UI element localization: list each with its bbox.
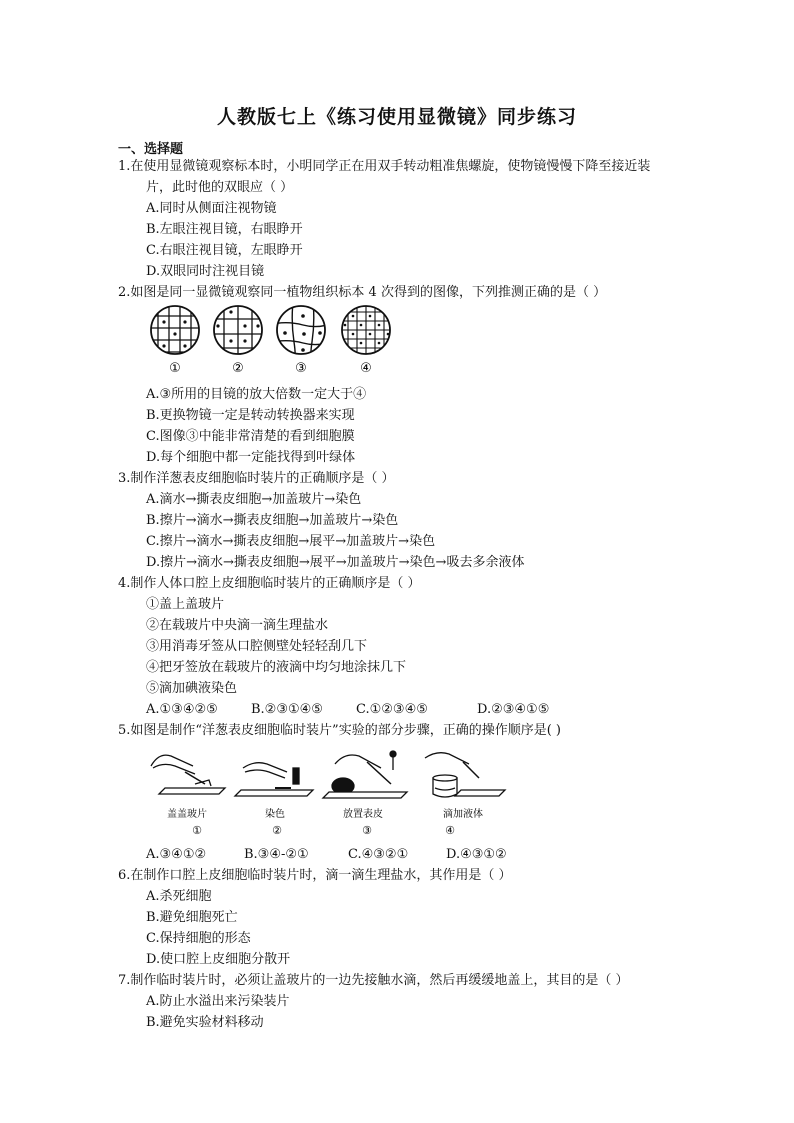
q7-option-b: B.避免实验材料移动 bbox=[146, 1015, 264, 1030]
q5-fig-num-2: ② bbox=[272, 824, 282, 837]
q1-option-a: A.同时从侧面注视物镜 bbox=[146, 201, 277, 216]
q4-step-1: ①盖上盖玻片 bbox=[146, 597, 225, 612]
q5-options bbox=[146, 846, 507, 864]
q2-fig-label-3: ③ bbox=[295, 361, 307, 376]
q7-option-a: A.防止水溢出来污染装片 bbox=[146, 994, 290, 1009]
q5-fig-caption-1: 盖盖玻片 bbox=[167, 809, 207, 820]
q2-option-a: A.③所用的目镜的放大倍数一定大于④ bbox=[146, 387, 367, 402]
q2-option-c: C.图像③中能非常清楚的看到细胞膜 bbox=[146, 429, 355, 444]
q5-procedure-figure bbox=[145, 744, 510, 840]
q6-option-a: A.杀死细胞 bbox=[146, 889, 212, 904]
q1-option-d: D.双眼同时注视目镜 bbox=[146, 264, 265, 279]
q3-option-a: A.滴水→撕表皮细胞→加盖玻片→染色 bbox=[146, 492, 362, 507]
q5-fig-num-3: ③ bbox=[362, 824, 372, 837]
step-illustration-add-liquid bbox=[425, 753, 505, 797]
q7-stem: 7.制作临时装片时，必须让盖玻片的一边先接触水滴，然后再缓缓地盖上，其目的是（ ） bbox=[118, 973, 629, 988]
q4-step-3: ③用消毒牙签从口腔侧壁处轻轻刮几下 bbox=[146, 639, 368, 654]
q6-option-c: C.保持细胞的形态 bbox=[146, 931, 251, 946]
q1-stem-line2: 片，此时他的双眼应（ ） bbox=[146, 180, 294, 195]
section-heading: 一、选择题 bbox=[118, 142, 184, 157]
microscope-view-2 bbox=[208, 302, 268, 362]
q2-fig-label-4: ④ bbox=[360, 361, 372, 376]
q4-stem: 4.制作人体口腔上皮细胞临时装片的正确顺序是（ ） bbox=[118, 576, 421, 591]
q4-step-2: ②在载玻片中央滴一滴生理盐水 bbox=[146, 618, 329, 633]
q3-stem: 3.制作洋葱表皮细胞临时装片的正确顺序是（ ） bbox=[118, 471, 395, 486]
q4-option-c: C.①②③④⑤ bbox=[356, 702, 428, 717]
q4-step-5: ⑤滴加碘液染色 bbox=[146, 681, 238, 696]
q4-options bbox=[146, 701, 549, 719]
q5-option-a: A.③④①② bbox=[146, 847, 207, 862]
q4-option-b: B.②③①④⑤ bbox=[251, 702, 323, 717]
q5-fig-num-1: ① bbox=[192, 824, 202, 837]
q6-stem: 6.在制作口腔上皮细胞临时装片时，滴一滴生理盐水，其作用是（ ） bbox=[118, 868, 512, 883]
step-illustration-staining bbox=[235, 763, 313, 796]
q3-option-b: B.擦片→滴水→撕表皮细胞→加盖玻片→染色 bbox=[146, 513, 399, 528]
q3-option-d: D.擦片→滴水→撕表皮细胞→展平→加盖玻片→染色→吸去多余液体 bbox=[146, 555, 525, 570]
page-title: 人教版七上《练习使用显微镜》同步练习 bbox=[216, 106, 577, 128]
q2-microscope-figure bbox=[148, 302, 408, 376]
q5-fig-num-4: ④ bbox=[445, 824, 455, 837]
q2-fig-label-2: ② bbox=[232, 361, 244, 376]
q3-option-c: C.擦片→滴水→撕表皮细胞→展平→加盖玻片→染色 bbox=[146, 534, 436, 549]
q1-option-b: B.左眼注视目镜，右眼睁开 bbox=[146, 222, 303, 237]
q5-fig-caption-3: 放置表皮 bbox=[343, 809, 383, 820]
q6-option-d: D.使口腔上皮细胞分散开 bbox=[146, 952, 291, 967]
step-illustration-cover-slip bbox=[151, 755, 225, 794]
q4-option-d: D.②③④①⑤ bbox=[477, 702, 550, 717]
q5-fig-caption-4: 滴加液体 bbox=[443, 809, 483, 820]
microscope-view-4 bbox=[338, 302, 398, 362]
q5-option-d: D.④③①② bbox=[446, 847, 507, 862]
q5-stem: 5.如图是制作“洋葱表皮细胞临时装片”实验的部分步骤，正确的操作顺序是( ) bbox=[118, 723, 561, 738]
microscope-view-3 bbox=[273, 302, 333, 362]
q5-fig-caption-2: 染色 bbox=[265, 809, 285, 820]
q5-option-b: B.③④-②① bbox=[244, 847, 309, 862]
q2-stem: 2.如图是同一显微镜观察同一植物组织标本 4 次得到的图像，下列推测正确的是（ ） bbox=[118, 285, 607, 300]
microscope-view-1 bbox=[148, 302, 208, 362]
q5-option-c: C.④③②① bbox=[348, 847, 409, 862]
q4-step-4: ④把牙签放在载玻片的液滴中均匀地涂抹几下 bbox=[146, 660, 407, 675]
q1-stem-line1: 1.在使用显微镜观察标本时，小明同学正在用双手转动粗准焦螺旋，使物镜慢慢下降至接近装 bbox=[118, 159, 651, 174]
step-illustration-place-epidermis bbox=[323, 751, 407, 798]
q4-option-a: A.①③④②⑤ bbox=[146, 702, 218, 717]
q2-option-d: D.每个细胞中都一定能找得到叶绿体 bbox=[146, 450, 356, 465]
q2-option-b: B.更换物镜一定是转动转换器来实现 bbox=[146, 408, 355, 423]
q6-option-b: B.避免细胞死亡 bbox=[146, 910, 238, 925]
q1-option-c: C.右眼注视目镜，左眼睁开 bbox=[146, 243, 303, 258]
q2-fig-label-1: ① bbox=[169, 361, 181, 376]
